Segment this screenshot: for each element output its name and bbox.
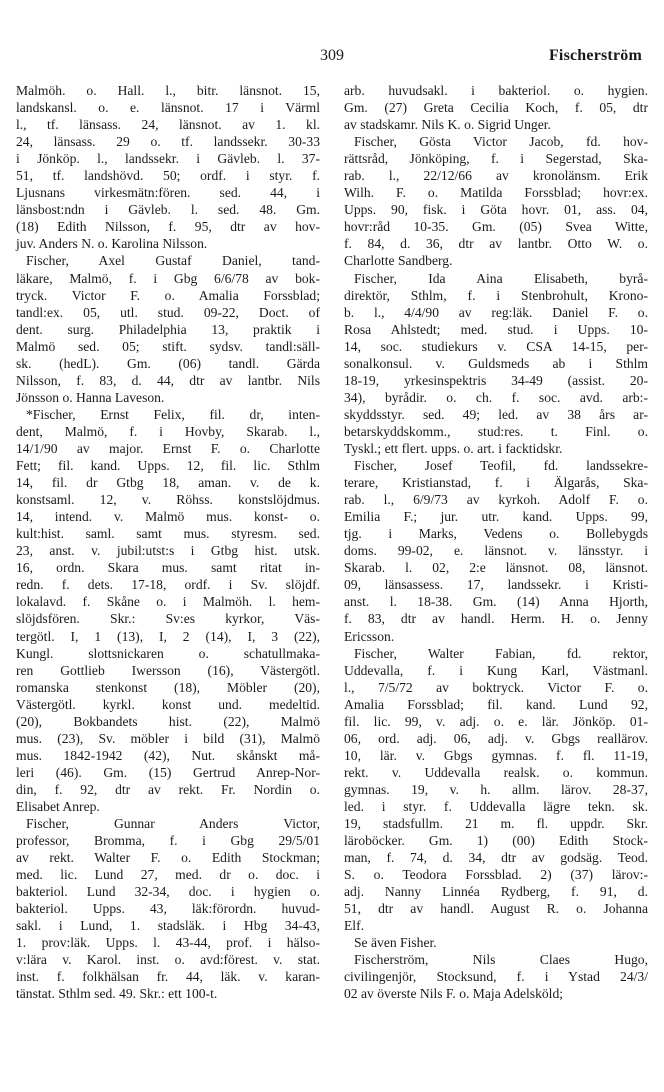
text-line: f. 83, dtr av handl. Herm. H. o. Jenny	[344, 611, 648, 627]
text-line: sonalkonsul. v. Guldsmeds ab i Sthlm	[344, 355, 648, 371]
text-line: fil. lic. 99, v. adj. o. e. lär. Jönköp. 01-	[344, 713, 648, 729]
text-line: tergötl. I, 1 (13), I, 2 (14), I, 3 (22),	[16, 628, 320, 644]
text-line: av stadskamr. Nils K. o. Sigrid Unger.	[344, 117, 551, 133]
text-line: 09, länsassess. 17, landssekr. i Kristi-	[344, 577, 648, 593]
text-line: Wilh. F. o. Matilda Forssblad; hovr:ex.	[344, 185, 648, 201]
text-line: 16, ordn. Skara mus. samt ritat in-	[16, 560, 320, 576]
text-line: Skarab. l. 02, 2:e länsnot. 08, länsnot.	[344, 560, 648, 576]
entry-fischer-walter	[344, 645, 648, 935]
text-line: arb. huvudsakl. i bakteriol. o. hygien.	[344, 83, 648, 98]
text-line: tjg. i Marks, Vedens o. Bollebygds	[344, 526, 648, 542]
text-line: hovr:råd 10-35. Gm. (05) Svea Witte,	[344, 219, 648, 235]
entry-fischer-gosta	[344, 133, 648, 269]
text-line: Kungl. slottsnickaren o. schatullmaka-	[16, 645, 320, 661]
text-line: 23, anst. v. jubil:utst:s i Gtbg hist. utsk.	[16, 543, 320, 559]
text-line: Fischer, Axel Gustaf Daniel, tand-	[26, 253, 320, 269]
entry-cont	[16, 82, 320, 252]
running-head: Fischerström	[548, 47, 642, 64]
text-line: skyddsstyr. sed. 49; led. av 38 års ar-	[344, 406, 648, 422]
text-line: v:lära v. Karol. inst. o. avd:förest. v. stat.	[16, 952, 320, 968]
text-line: f. 84, d. 36, dtr av lantbr. Otto W. o.	[344, 236, 648, 252]
text-line: Malmö sed. 05; stift. sydsv. tandl:säll-	[16, 338, 320, 354]
text-line: Fischer, Gunnar Anders Victor,	[26, 816, 320, 832]
left-column	[16, 82, 320, 1003]
text-line: Emilia F.; jur. utr. kand. Upps. 99,	[344, 509, 648, 525]
text-line: dent, Malmö, f. i Hovby, Skarab. l.,	[16, 423, 320, 439]
text-line: Jönsson o. Hanna Laveson.	[16, 389, 165, 405]
text-line: rekt. v. Uddevalla realsk. o. kommun.	[344, 764, 648, 780]
text-line: juv. Anders N. o. Karolina Nilsson.	[16, 236, 208, 252]
text-line: S. o. Teodora Forssblad. 2) (37) lärov:-	[344, 867, 648, 883]
text-line: direktör, Sthlm, f. i Stenbrohult, Krono-	[344, 287, 648, 303]
text-line: Elisabet Anrep.	[16, 798, 100, 814]
text-line: bakteriol. Upps. 43, läk:förordn. huvud-	[16, 901, 320, 917]
text-line: konstsaml. 12, v. Röhss. konstslöjdmus.	[16, 492, 320, 508]
text-line: leri (46). Gm. (15) Gertrud Anrep-Nor-	[16, 764, 320, 780]
text-line: läroböcker. Gm. 1) (00) Edith Stock-	[344, 833, 648, 849]
entry-fischer-gunnar	[16, 815, 320, 1003]
text-line: kult:hist. saml. samt mus. styresm. sed.	[16, 526, 320, 542]
text-line: Amalia Forssblad; fil. kand. Lund 92,	[344, 696, 648, 712]
text-line: adj. Nanny Linnéa Rydberg, f. 91, d.	[344, 884, 648, 900]
text-line: Gm. (27) Greta Cecilia Koch, f. 05, dtr	[344, 100, 648, 116]
text-line: Nilsson, f. 83, d. 44, dtr av lantbr. Nils	[16, 372, 320, 388]
text-line: 14, soc. studiekurs v. CSA 14-15, per-	[344, 338, 648, 354]
entry-fischer-ida	[344, 270, 648, 458]
text-line: inst. f. folkhälsan fr. 44, läk. v. karan-	[16, 969, 320, 985]
text-line: Fischer, Ida Aina Elisabeth, byrå-	[354, 270, 648, 286]
text-line: lokalavd. f. Skåne o. i Malmöh. l. hem-	[16, 594, 320, 610]
entry-fischer-axel	[16, 252, 320, 405]
text-line: ren Gottlieb Iwersson (16), Västergötl.	[16, 662, 320, 678]
text-line: din, f. 92, dtr av rekt. Fr. Nordin o.	[16, 781, 320, 797]
text-line: 34), byrådir. o. ch. f. soc. avd. arb:-	[344, 389, 648, 405]
text-line: terare, Kristianstad, f. i Älgarås, Ska-	[344, 475, 648, 491]
text-line: betarskyddskomm., stud:res. t. Finl. o.	[344, 423, 648, 439]
text-line: Uddevalla, f. i Kung Karl, Västmanl.	[344, 662, 648, 678]
text-line: 18-19, yrkesinspektris 34-49 (assist. 20-	[344, 372, 648, 388]
text-line: civilingenjör, Stocksund, f. i Ystad 24/3/	[344, 969, 648, 985]
text-line: 14, intend. v. Malmö mus. konst- o.	[16, 509, 320, 525]
text-line: landskansl. o. e. länsnot. 17 i Värml	[16, 100, 320, 116]
text-line: (20), Bokbandets hist. (22), Malmö	[16, 713, 320, 729]
text-line: b. l., 4/4/90 av reg:läk. Daniel F. o.	[344, 304, 648, 320]
text-line: Tyskl.; ett flert. upps. o. art. i facktidskr.	[344, 440, 563, 456]
text-line: 14, fil. dr Gtbg 18, aman. v. de k.	[16, 475, 320, 491]
text-line: mus. (23), Sv. möbler i bild (31), Malmö	[16, 730, 320, 746]
text-line: Fischer, Josef Teofil, fd. landssekre-	[354, 458, 648, 474]
text-line: Ericsson.	[344, 628, 395, 644]
text-line: l., tf. länsass. 24, länsnot. av 1. kl.	[16, 117, 320, 133]
text-line: Se även Fisher.	[354, 935, 437, 951]
text-line: slöjdsfören. Skr.: Sv:es kyrkor, Väs-	[16, 611, 320, 627]
text-line: Västergötl. kyrkl. konst und. medeltid.	[16, 696, 320, 712]
text-line: l., 7/5/72 av boktryck. Victor F. o.	[344, 679, 648, 695]
entry-cont	[344, 82, 648, 133]
text-line: Ljusnans virkesmätn:fören. sed. 44, i	[16, 185, 320, 201]
text-line: *Fischer, Ernst Felix, fil. dr, inten-	[26, 406, 320, 422]
text-line: tandl:ex. 05, utl. stud. 09-22, Doct. of	[16, 304, 320, 320]
text-line: sk. (hedL). Gm. (06) tandl. Gärda	[16, 355, 320, 371]
text-line: Fett; fil. kand. Upps. 12, fil. lic. Sthlm	[16, 458, 320, 474]
text-line: Rosa Ahlstedt; med. stud. i Upps. 10-	[344, 321, 648, 337]
text-line: 02 av överste Nils F. o. Maja Adelsköld;	[344, 986, 564, 1002]
text-line: i Jönköp. l., landssekr. i Gävleb. l. 37-	[16, 151, 320, 167]
text-line: länsbost:ndn i Gävleb. l. sed. 48. Gm.	[16, 202, 320, 218]
text-line: bakteriol. Lund 32-34, doc. i hygien o.	[16, 884, 320, 900]
text-line: rättsråd, Jönköping, f. i Segerstad, Ska-	[344, 151, 648, 167]
entry-fischer-josef	[344, 457, 648, 645]
text-line: mus. 1842-1942 (42), Nut. skånskt må-	[16, 747, 320, 763]
text-line: Fischer, Walter Fabian, fd. rektor,	[354, 645, 648, 661]
text-line: doms. 99-02, e. länsnot. v. länsstyr. i	[344, 543, 648, 559]
text-line: man, f. 74, d. 34, dtr av godsäg. Teod.	[344, 850, 648, 866]
text-line: anst. l. 18-38. Gm. (14) Anna Hjorth,	[344, 594, 648, 610]
text-line: rab. l., 22/12/66 av kronolänsm. Erik	[344, 168, 648, 184]
text-line: 51, tf. landshövd. 50; ordf. i styr. f.	[16, 168, 320, 184]
text-line: (18) Edith Nilsson, f. 95, dtr av hov-	[16, 219, 320, 235]
text-line: 51, dtr av handl. August R. o. Johanna	[344, 901, 648, 917]
text-line: professor, Bromma, f. i Gbg 29/5/01	[16, 833, 320, 849]
entry-fischerstrom-nils	[344, 951, 648, 1002]
text-line: gymnas. 19, v. h. allm. lärov. 28-37,	[344, 781, 648, 797]
text-line: rab. l., 6/9/73 av kyrkoh. Adolf F. o.	[344, 492, 648, 508]
text-line: 24, länsass. 29 o. tf. landssekr. 30-33	[16, 134, 320, 150]
text-line: dent. surg. Philadelphia 13, praktik i	[16, 321, 320, 337]
text-line: Elf.	[344, 918, 365, 934]
text-line: tänstat. Sthlm sed. 49. Skr.: ett 100-t.	[16, 986, 218, 1002]
right-column	[344, 82, 648, 1003]
text-line: 19, stadsfullm. 21 m. fl. uppdr. Skr.	[344, 816, 648, 832]
text-line: med. lic. Lund 27, med. dr o. doc. i	[16, 867, 320, 883]
page-number: 309	[320, 47, 344, 64]
entry-see-also	[344, 934, 648, 951]
text-line: Fischerström, Nils Claes Hugo,	[354, 952, 648, 968]
text-line: 14/1/90 av major. Ernst F. o. Charlotte	[16, 440, 320, 456]
text-line: sakl. i Lund, 1. stadsläk. i Hbg 34-43,	[16, 918, 320, 934]
text-line: läkare, Malmö, f. i Gbg 6/6/78 av bok-	[16, 270, 320, 286]
text-line: Malmöh. o. Hall. l., bitr. länsnot. 15,	[16, 83, 320, 98]
text-line: tryck. Victor F. o. Amalia Forssblad;	[16, 287, 320, 303]
text-line: 10, lär. v. Gbgs gymnas. f. fl. 11-19,	[344, 747, 648, 763]
text-line: Upps. 90, fisk. i Göta hovr. 01, ass. 04,	[344, 202, 648, 218]
text-line: Fischer, Gösta Victor Jacob, fd. hov-	[354, 134, 648, 150]
text-line: 06, ord. adj. 06, adj. v. Gbgs reallärov.	[344, 730, 648, 746]
text-line: av rekt. Walter F. o. Edith Stockman;	[16, 850, 320, 866]
text-line: romanska stenkonst (18), Möbler (20),	[16, 679, 320, 695]
entry-fischer-ernst	[16, 406, 320, 815]
text-line: redn. f. dets. 17-18, ordf. i Sv. slöjdf.	[16, 577, 320, 593]
text-line: Charlotte Sandberg.	[344, 253, 453, 269]
text-line: 1. prov:läk. Upps. l. 43-44, prof. i hälso-	[16, 935, 320, 951]
text-line: led. i styr. f. Uddevalla lägre tekn. sk.	[344, 798, 648, 814]
